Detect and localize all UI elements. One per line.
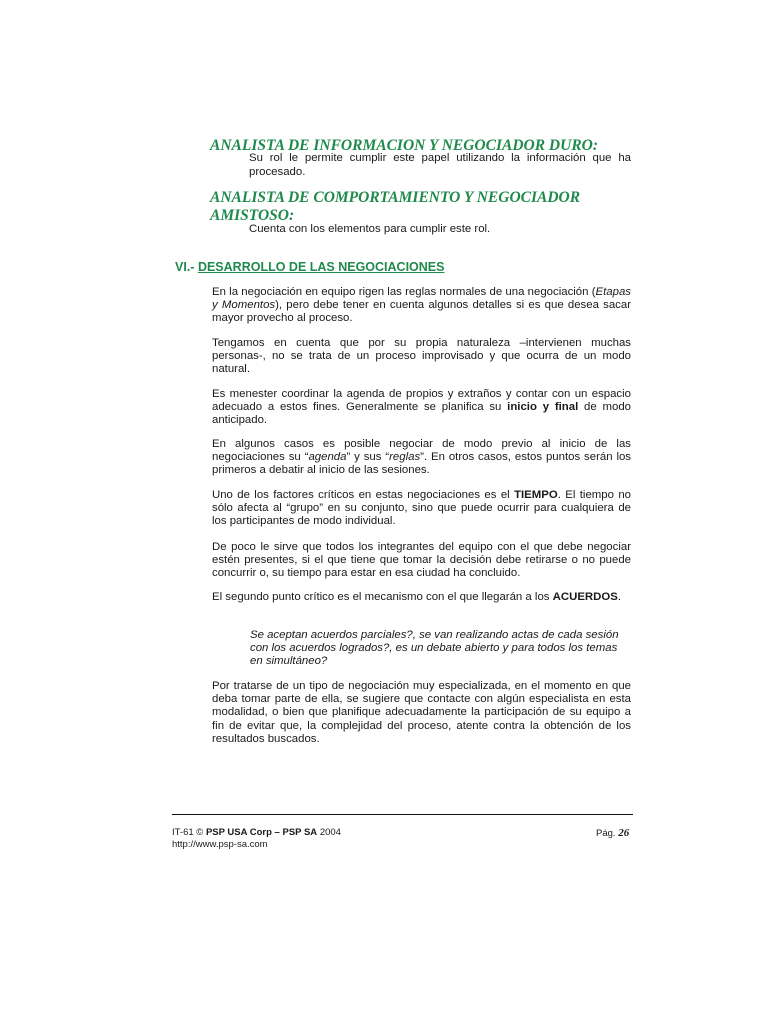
bold-acuerdos: ACUERDOS <box>552 591 618 603</box>
text-analista-comportamiento: Cuenta con los elementos para cumplir este rol. <box>249 223 491 235</box>
footer-year: 2004 <box>319 827 341 838</box>
page-label: Pág. <box>596 828 616 839</box>
page-number: 26 <box>618 827 630 839</box>
paragraph-1: En la negociación en equipo rigen las reglas normales de una negociación (Etapas y Momentos), pero debe tener en cuenta algunos detalles si es que desea sacar mayor provecho al proceso. <box>212 286 631 325</box>
paragraph-5: Uno de los factores críticos en estas negociaciones es el TIEMPO. El tiempo no sólo afecta al “grupo” en su conjunto, sino que puede ocurrir para cualquiera de los participantes de modo individual. <box>212 489 631 528</box>
quote-paragraph: Se aceptan acuerdos parciales?, se van realizando actas de cada sesión con los acuerdos logrados?, es un debate abierto y para todos los temas en simultáneo? <box>250 629 619 668</box>
footer-url[interactable]: http://www.psp-sa.com <box>172 839 268 850</box>
paragraph-6: De poco le sirve que todos los integrantes del equipo con el que debe negociar estén presentes, si el que tiene que tomar la decisión debe retirarse o no puede concurrir o, su tiempo para estar en esa ciudad ha concluido. <box>212 541 631 580</box>
section-heading <box>175 260 444 274</box>
paragraph-4: En algunos casos es posible negociar de modo previo al inicio de las negociaciones su “agenda” y sus “reglas”. En otros casos, estos puntos serán los primeros a debatir al inicio de las sesiones. <box>212 438 632 477</box>
footer-info <box>172 827 341 851</box>
paragraph-3: Es menester coordinar la agenda de propios y extraños y contar con un espacio adecuado a estos fines. Generalmente se planifica su inicio y final de modo anticipado. <box>212 388 631 427</box>
footer-code: IT-61 © <box>172 827 204 838</box>
paragraph-2: Tengamos en cuenta que por su propia naturaleza –intervienen muchas personas-, no se trata de un proceso improvisado y que ocurra de un modo natural. <box>212 337 631 376</box>
section-title-text: DESARROLLO DE LAS NEGOCIACIONES <box>197 260 445 274</box>
italic-reglas: reglas <box>389 451 421 464</box>
italic-agenda: agenda <box>308 451 347 464</box>
text-analista-informacion: Su rol le permite cumplir este papel utilizando la información que ha procesado. <box>249 152 631 178</box>
heading-analista-informacion: ANALISTA DE INFORMACION Y NEGOCIADOR DURO: <box>210 137 599 154</box>
footer-divider <box>172 814 633 815</box>
bold-inicio-final: inicio y final <box>507 401 579 414</box>
bold-tiempo: TIEMPO <box>514 489 558 501</box>
paragraph-7: El segundo punto crítico es el mecanismo con el que llegarán a los ACUERDOS. <box>212 591 622 603</box>
section-number: VI.- <box>175 260 195 274</box>
footer-page <box>596 827 629 840</box>
heading-analista-comportamiento: ANALISTA DE COMPORTAMIENTO Y NEGOCIADOR AMISTOSO: <box>210 189 581 224</box>
paragraph-8: Por tratarse de un tipo de negociación muy especializada, en el momento en que deba tomar parte de ella, se sugiere que contacte con algún especialista en esta modalidad, o bien que planifique adecuadamente la participación de su equipo a fin de evitar que, la complejidad del proceso, atente contra la obtención de los resultados buscados. <box>212 680 631 745</box>
italic-etapas-momentos: Etapas y Momentos <box>212 286 631 312</box>
footer-company: PSP USA Corp – PSP SA <box>205 827 318 838</box>
